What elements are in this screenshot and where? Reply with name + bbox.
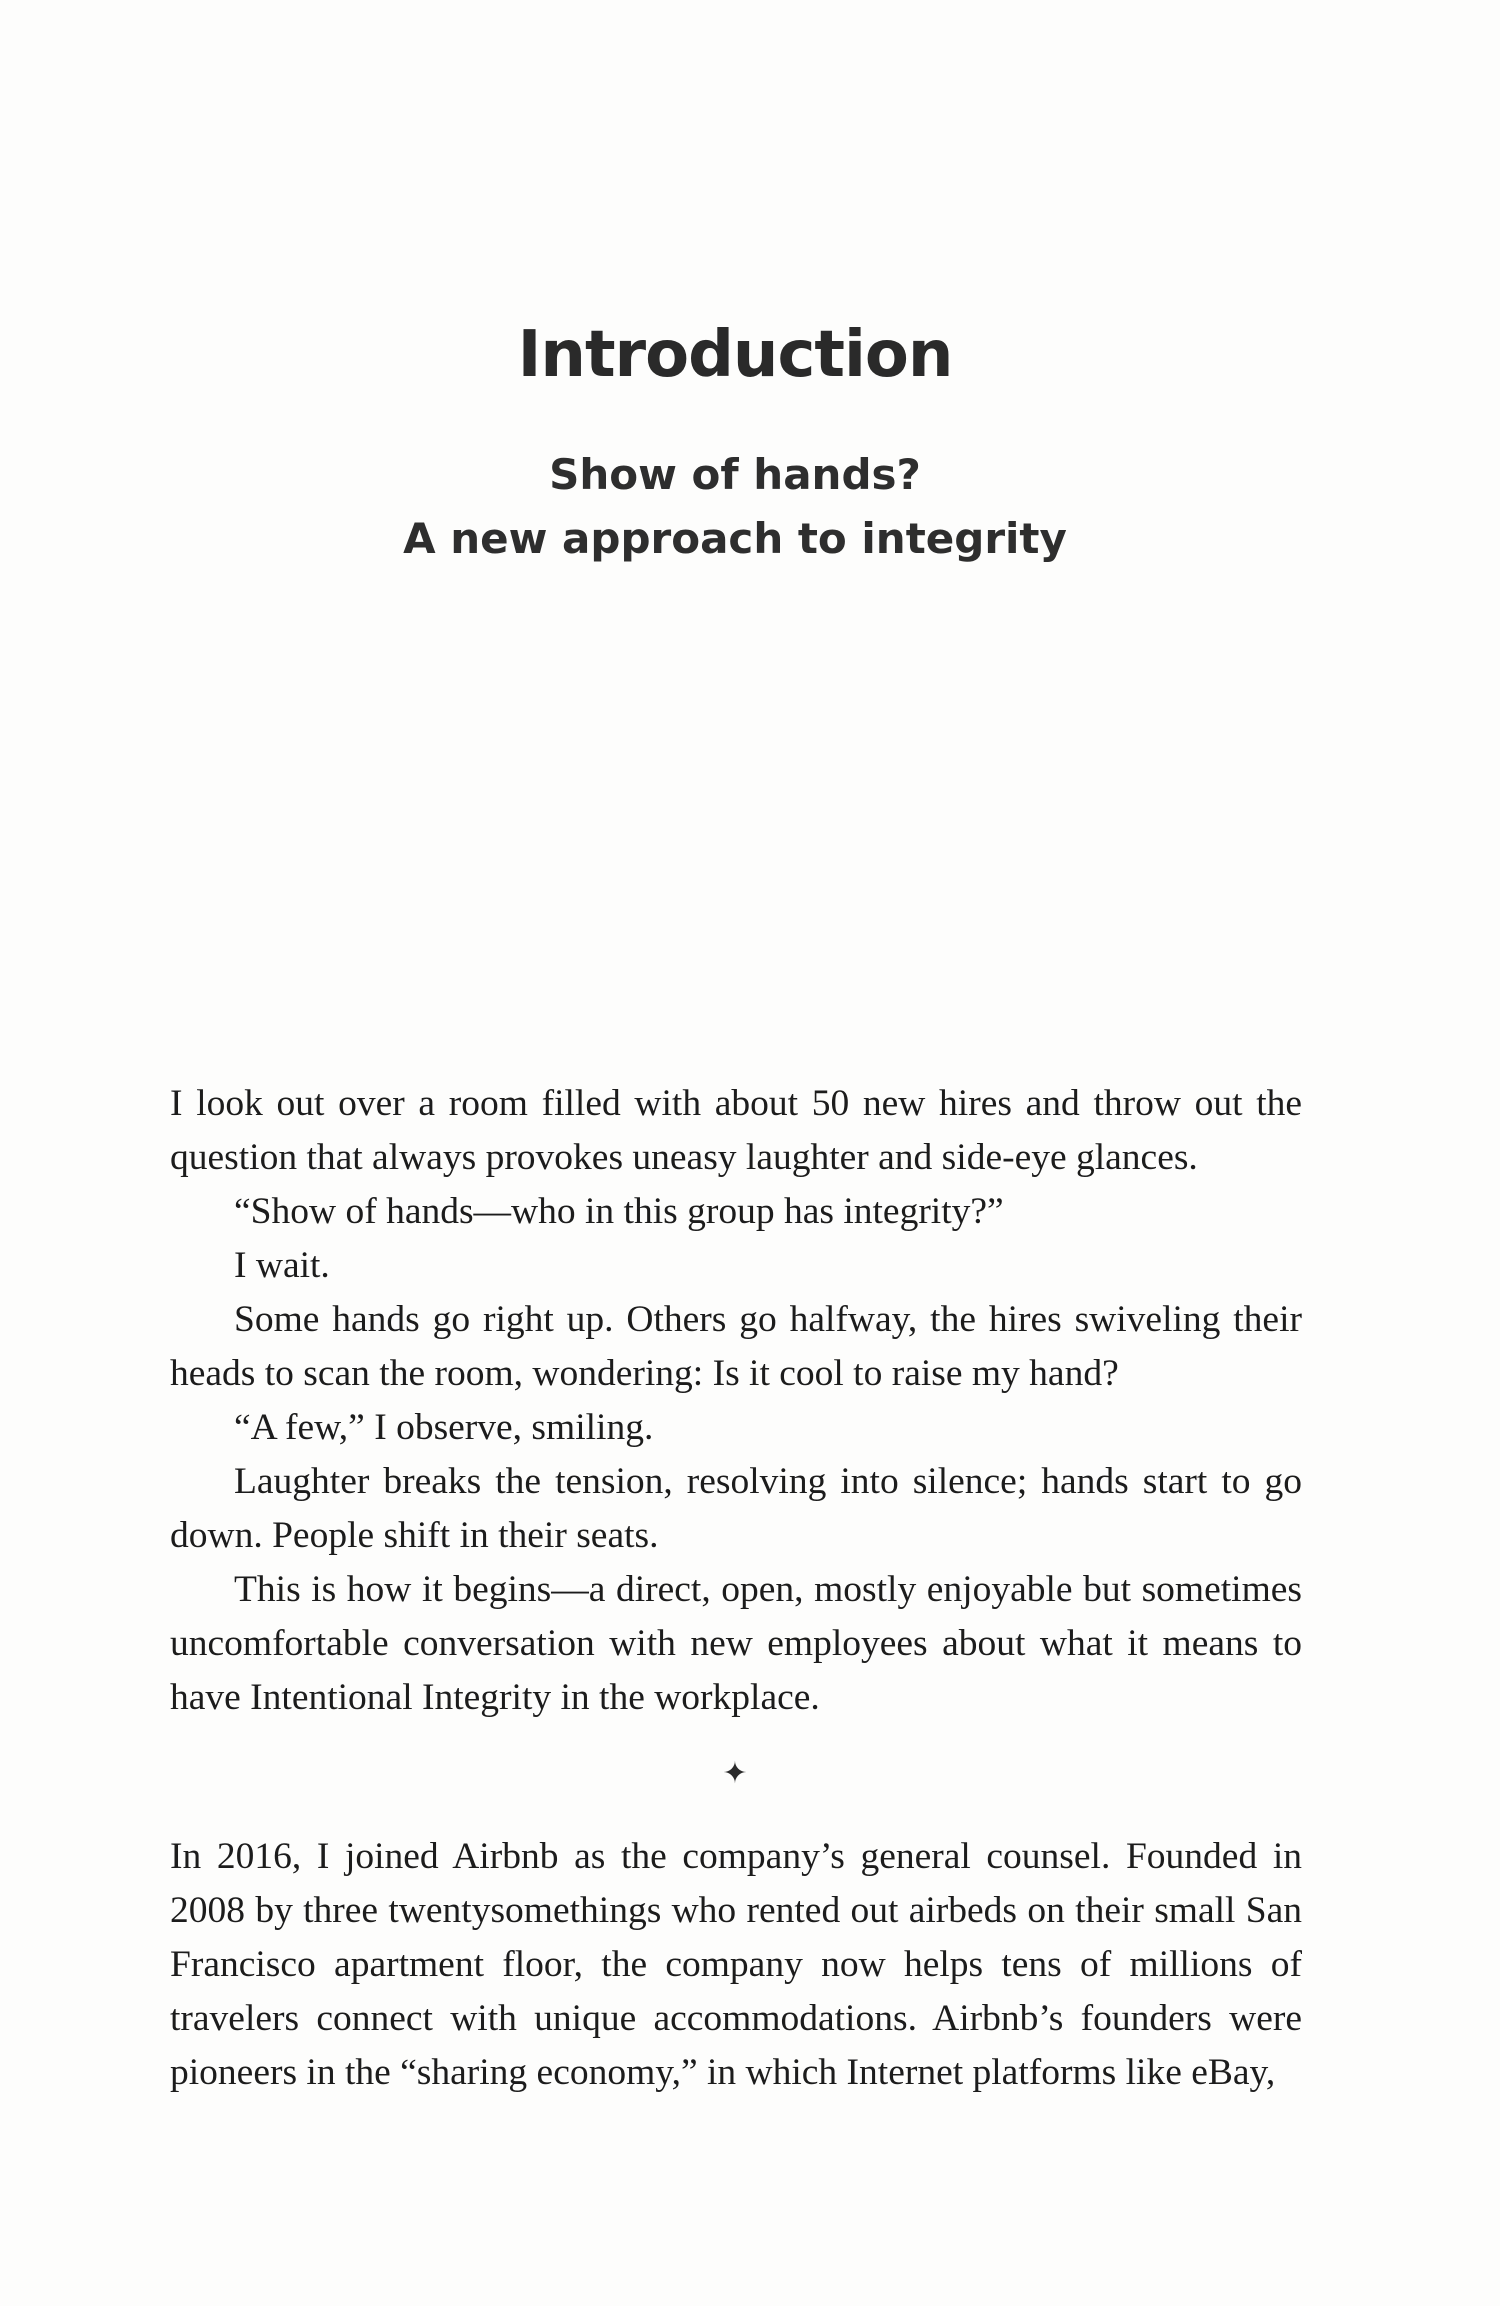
paragraph: Some hands go right up. Others go halfway, the hires swiveling their heads to scan the room, wondering: Is it cool to raise my hand? [170,1299,1302,1394]
section-1-text [170,1077,1302,1725]
paragraph: This is how it begins—a direct, open, mostly enjoyable but sometimes uncomfortable conversation with new employees about what it means to have Intentional Integrity in the workplace. [170,1569,1302,1718]
paragraph: “A few,” I observe, smiling. [234,1407,654,1448]
section-2-text [170,1830,1302,2100]
paragraph: In 2016, I joined Airbnb as the company’s general counsel. Founded in 2008 by three twentysomethings who rented out airbeds on their small San Francisco apartment floor, the company now helps tens of millions of travelers connect with unique accommodations. Airbnb’s founders were pioneers in the “sharing economy,” in which Internet platforms like eBay, [170,1836,1302,2093]
chapter-subtitle-line-1: Show of hands? [549,450,921,499]
paragraph [170,1077,1302,1185]
drop-initial: I [170,1083,183,1124]
paragraph: “Show of hands—who in this group has integrity?” [234,1191,1004,1232]
chapter-title: Introduction [517,318,953,392]
section-break-ornament: ✦ [722,1756,748,1791]
chapter-subtitle-line-2: A new approach to integrity [403,514,1067,563]
paragraph-text: look out over a room filled with about 50 new hires and throw out the question that always provokes uneasy laughter and side-eye glances. [170,1083,1303,1178]
paragraph: I wait. [234,1245,330,1286]
paragraph: Laughter breaks the tension, resolving into silence; hands start to go down. People shift in their seats. [170,1461,1302,1556]
